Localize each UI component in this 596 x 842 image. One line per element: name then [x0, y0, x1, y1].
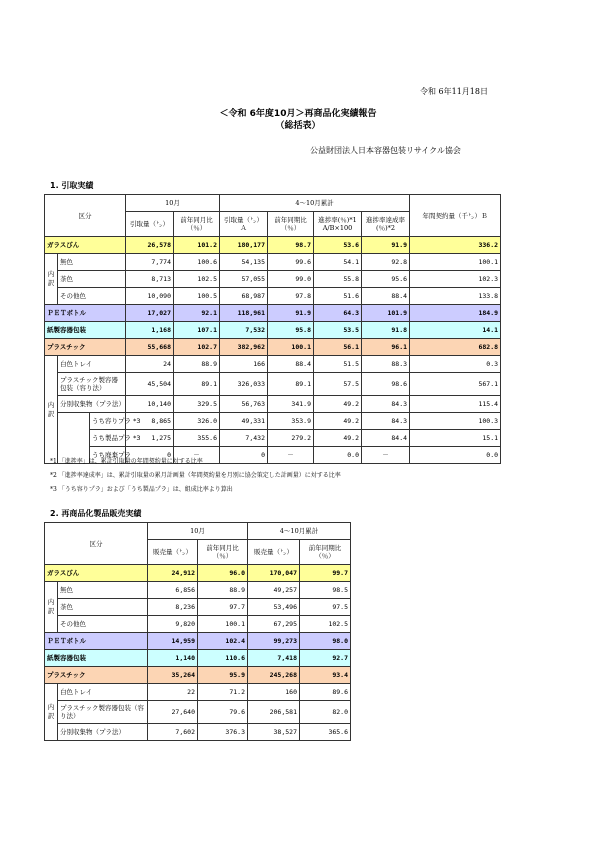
cell: 107.1: [174, 322, 220, 339]
cell: 376.3: [198, 724, 248, 741]
table-row: [45, 724, 351, 741]
cell: 89.1: [174, 373, 220, 396]
cell: 93.4: [300, 667, 351, 684]
header-hikitori-a: 引取量（㌧）Ａ: [220, 212, 268, 237]
cell: 92.7: [300, 650, 351, 667]
cell: 17,027: [126, 305, 174, 322]
cell: 355.6: [174, 430, 220, 447]
cell: 102.5: [300, 616, 351, 633]
cell: 91.9: [362, 237, 410, 254]
report-date: 令和 6年11月18日: [420, 87, 488, 96]
table-row: [45, 667, 351, 684]
cell: 24,912: [148, 565, 198, 582]
cell: 84.3: [362, 396, 410, 413]
row-label: 茶色: [58, 271, 126, 288]
cell: 336.2: [410, 237, 501, 254]
row-label: ＰＥＴボトル: [45, 305, 126, 322]
cell: 49.2: [314, 413, 362, 430]
table-row: [45, 356, 501, 373]
cell: 38,527: [248, 724, 300, 741]
header-prev-period: 前年同期比（％）: [300, 540, 351, 565]
cell: 7,774: [126, 254, 174, 271]
header-progress: [314, 212, 362, 237]
cell: 10,090: [126, 288, 174, 305]
cell: 99.0: [268, 271, 314, 288]
row-label: 分別収集物（プラ法）: [58, 724, 148, 741]
header-cumulative: 4～10月累計: [220, 195, 410, 212]
cell: 45,504: [126, 373, 174, 396]
cell: 0.0: [314, 447, 362, 464]
table-row: [45, 565, 351, 582]
row-label: 分別収集物（プラ法）: [58, 396, 126, 413]
cell: 567.1: [410, 373, 501, 396]
header-kubun: 区分: [45, 195, 126, 237]
cell: 96.0: [198, 565, 248, 582]
cell: 97.5: [300, 599, 351, 616]
cell: 7,418: [248, 650, 300, 667]
cell: 1,168: [126, 322, 174, 339]
cell: 0.0: [410, 447, 501, 464]
cell: 88.3: [362, 356, 410, 373]
cell: 100.1: [198, 616, 248, 633]
row-label: 白色トレイ: [58, 356, 126, 373]
cell: 49,331: [220, 413, 268, 430]
table-row: [45, 237, 501, 254]
footnote-1: *1 「進捗率」は、累計引取量の年間契約量に対する比率: [50, 458, 203, 465]
header-sales-c: 販売量（㌧）: [248, 540, 300, 565]
row-label: その他色: [58, 616, 148, 633]
row-label: プラスチック製容器包装（容り法）: [58, 701, 148, 724]
table-row: [45, 305, 501, 322]
cell: 98.7: [268, 237, 314, 254]
cell: 682.8: [410, 339, 501, 356]
cell: 166: [220, 356, 268, 373]
cell: 55,668: [126, 339, 174, 356]
cell: 51.6: [314, 288, 362, 305]
row-label: プラスチック製容器包装（容り法）: [58, 373, 126, 396]
cell: 7,602: [148, 724, 198, 741]
footnote-2: *2 「進捗率達成率」は、累計引取量の累月計画量（年間契約量を月別に協会策定した計画量）に対する比率: [50, 472, 341, 479]
cell: 326.0: [174, 413, 220, 430]
cell: 53.6: [314, 237, 362, 254]
row-label: うち製品プラ *3: [90, 430, 126, 447]
header-prev-ratio: 前年同月比（％）: [174, 212, 220, 237]
cell: 89.1: [268, 373, 314, 396]
cell: 180,177: [220, 237, 268, 254]
cell: 14,959: [148, 633, 198, 650]
cell: 99.7: [300, 565, 351, 582]
cell: 49,257: [248, 582, 300, 599]
table-row: [45, 616, 351, 633]
header-sales: 販売量（㌧）: [148, 540, 198, 565]
cell: －: [174, 447, 220, 464]
cell: 84.4: [362, 430, 410, 447]
cell: －: [268, 447, 314, 464]
cell: 102.4: [198, 633, 248, 650]
cell: 100.3: [410, 413, 501, 430]
cell: 160: [248, 684, 300, 701]
header-progress-sub: A/B×100: [322, 224, 353, 232]
cell: 8,236: [148, 599, 198, 616]
cell: 98.6: [362, 373, 410, 396]
cell: 365.6: [300, 724, 351, 741]
cell: 100.5: [174, 288, 220, 305]
cell: 102.7: [174, 339, 220, 356]
cell: 10,140: [126, 396, 174, 413]
row-label: プラスチック: [45, 667, 148, 684]
table-row: [45, 288, 501, 305]
cell: 102.3: [410, 271, 501, 288]
cell: 8,713: [126, 271, 174, 288]
header-month: 10月: [148, 523, 248, 540]
table-row: [45, 339, 501, 356]
cell: 0: [220, 447, 268, 464]
header-progress-label: 進捗率(％)*1: [318, 216, 357, 224]
row-label: 紙製容器包装: [45, 650, 148, 667]
header-kubun: 区分: [45, 523, 148, 565]
header-prev-ratio: 前年同月比（％）: [198, 540, 248, 565]
cell: 353.9: [268, 413, 314, 430]
table-row: [45, 254, 501, 271]
page-title: [0, 108, 596, 132]
section1-heading: 1. 引取実績: [50, 181, 94, 190]
cell: 279.2: [268, 430, 314, 447]
table-row: [45, 582, 351, 599]
header-hikitori: 引取量（㌧）: [126, 212, 174, 237]
row-label: その他色: [58, 288, 126, 305]
cell: 68,987: [220, 288, 268, 305]
cell: 341.9: [268, 396, 314, 413]
table-row: [45, 684, 351, 701]
cell: 100.1: [268, 339, 314, 356]
cell: 110.6: [198, 650, 248, 667]
cell: 56,763: [220, 396, 268, 413]
cell: 55.8: [314, 271, 362, 288]
cell: 8,865: [126, 413, 174, 430]
row-label: 無色: [58, 254, 126, 271]
cell: 71.2: [198, 684, 248, 701]
cell: 54,135: [220, 254, 268, 271]
cell: 53.5: [314, 322, 362, 339]
cell: 9,820: [148, 616, 198, 633]
cell: 0: [126, 447, 174, 464]
uchiwake-label: 内訳: [45, 582, 58, 633]
cell: 26,578: [126, 237, 174, 254]
cell: 101.2: [174, 237, 220, 254]
uchiwake-label: 内訳: [45, 684, 58, 741]
cell: 14.1: [410, 322, 501, 339]
cell: 88.4: [362, 288, 410, 305]
uchiwake-label: 内訳: [45, 254, 58, 305]
cell: 27,640: [148, 701, 198, 724]
cell: 56.1: [314, 339, 362, 356]
cell: 95.8: [268, 322, 314, 339]
cell: 92.1: [174, 305, 220, 322]
cell: 133.8: [410, 288, 501, 305]
title-line-1: ＜令和 6年度10月＞再商品化実績報告: [219, 109, 377, 119]
cell: 84.3: [362, 413, 410, 430]
cell: 1,275: [126, 430, 174, 447]
cell: 0.3: [410, 356, 501, 373]
cell: 98.5: [300, 582, 351, 599]
indent-cell: [58, 430, 90, 447]
cell: 99,273: [248, 633, 300, 650]
cell: 97.8: [268, 288, 314, 305]
cell: 57.5: [314, 373, 362, 396]
row-label: うち廃棄プラ: [90, 447, 126, 464]
cell: 100.6: [174, 254, 220, 271]
section2-heading: 2. 再商品化製品販売実績: [50, 509, 142, 518]
sales-table: [44, 522, 351, 741]
row-label: うち容りプラ *3: [90, 413, 126, 430]
cell: 245,268: [248, 667, 300, 684]
table-row: [45, 650, 351, 667]
row-label: 白色トレイ: [58, 684, 148, 701]
cell: 88.4: [268, 356, 314, 373]
table-row: [45, 701, 351, 724]
cell: 15.1: [410, 430, 501, 447]
title-line-2: （総括表）: [275, 121, 321, 131]
header-prev-period: 前年同期比（％）: [268, 212, 314, 237]
hikitori-table: [44, 194, 501, 464]
row-label: ＰＥＴボトル: [45, 633, 148, 650]
cell: 170,047: [248, 565, 300, 582]
cell: 67,295: [248, 616, 300, 633]
cell: 64.3: [314, 305, 362, 322]
cell: 118,961: [220, 305, 268, 322]
cell: 49.2: [314, 430, 362, 447]
header-contract: 年間契約量（千㌧）Ｂ: [410, 195, 501, 237]
table-row: [45, 599, 351, 616]
table-row: [45, 396, 501, 413]
cell: 79.6: [198, 701, 248, 724]
table-row: [45, 413, 501, 430]
cell: 91.9: [268, 305, 314, 322]
cell: 22: [148, 684, 198, 701]
cell: 88.9: [198, 582, 248, 599]
footnote-3: *3 「うち容りプラ」および「うち製品プラ」は、組成比率より算出: [50, 486, 233, 493]
row-label: 紙製容器包装: [45, 322, 126, 339]
cell: 7,432: [220, 430, 268, 447]
row-label: 無色: [58, 582, 148, 599]
table-row: [45, 633, 351, 650]
table-row: [45, 430, 501, 447]
cell: 92.8: [362, 254, 410, 271]
cell: 206,581: [248, 701, 300, 724]
indent-cell: [58, 413, 90, 430]
row-label: プラスチック: [45, 339, 126, 356]
cell: 51.5: [314, 356, 362, 373]
uchiwake-label: 内訳: [45, 356, 58, 464]
cell: 82.0: [300, 701, 351, 724]
cell: 329.5: [174, 396, 220, 413]
cell: 98.0: [300, 633, 351, 650]
row-label: ガラスびん: [45, 237, 126, 254]
cell: 6,856: [148, 582, 198, 599]
table-row: [45, 271, 501, 288]
cell: 97.7: [198, 599, 248, 616]
cell: 54.1: [314, 254, 362, 271]
cell: 35,264: [148, 667, 198, 684]
header-month: 10月: [126, 195, 220, 212]
table-row: [45, 322, 501, 339]
organization-name: 公益財団法人日本容器包装リサイクル協会: [310, 146, 461, 155]
cell: 95.6: [362, 271, 410, 288]
cell: 115.4: [410, 396, 501, 413]
cell: －: [362, 447, 410, 464]
cell: 89.6: [300, 684, 351, 701]
cell: 99.6: [268, 254, 314, 271]
cell: 1,140: [148, 650, 198, 667]
cell: 95.9: [198, 667, 248, 684]
cell: 382,962: [220, 339, 268, 356]
cell: 24: [126, 356, 174, 373]
cell: 96.1: [362, 339, 410, 356]
cell: 53,496: [248, 599, 300, 616]
table-row: [45, 373, 501, 396]
row-label: ガラスびん: [45, 565, 148, 582]
header-achieve: 進捗率達成率(％)*2: [362, 212, 410, 237]
cell: 184.9: [410, 305, 501, 322]
cell: 326,033: [220, 373, 268, 396]
cell: 102.5: [174, 271, 220, 288]
cell: 57,055: [220, 271, 268, 288]
cell: 100.1: [410, 254, 501, 271]
cell: 7,532: [220, 322, 268, 339]
header-cumulative: 4～10月累計: [248, 523, 351, 540]
cell: 49.2: [314, 396, 362, 413]
cell: 101.9: [362, 305, 410, 322]
cell: 88.9: [174, 356, 220, 373]
row-label: 茶色: [58, 599, 148, 616]
cell: 91.8: [362, 322, 410, 339]
